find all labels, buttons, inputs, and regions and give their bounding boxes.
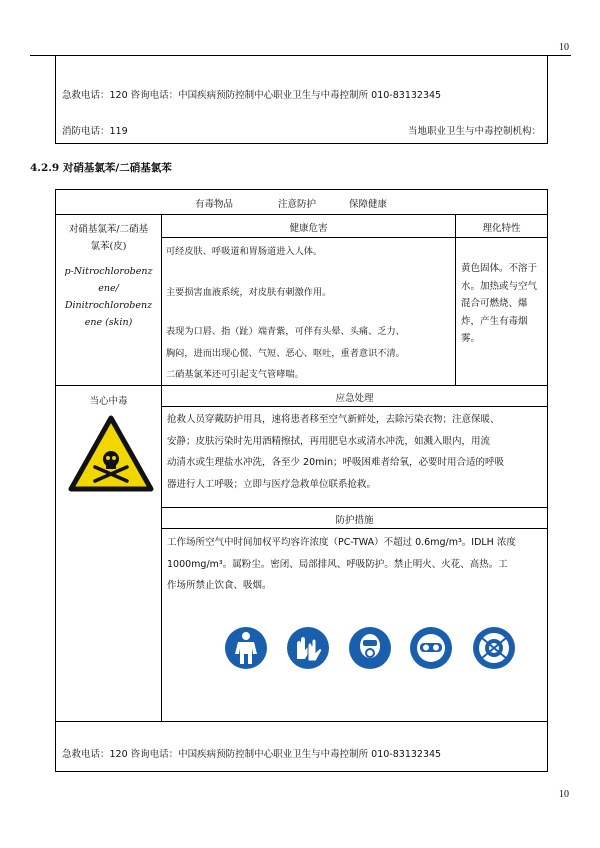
row-divider bbox=[56, 721, 547, 722]
dust-mask-icon bbox=[472, 626, 516, 670]
emergency-header: 应急处理 bbox=[335, 393, 374, 404]
hazard-line: 表现为口唇、指（趾）端青紫，可伴有头晕、头痛、乏力、 bbox=[166, 326, 405, 337]
page-number-top: 10 bbox=[559, 42, 569, 53]
protection-line: 作场所禁止饮食、吸烟。 bbox=[167, 580, 272, 591]
row-divider bbox=[56, 385, 547, 386]
section-heading: 4.2.9 对硝基氯苯/二硝基氯苯 bbox=[30, 162, 172, 174]
protection-line: 1000mg/m³。属粉尘。密闭、局部排风、呼吸防护。禁止明火、火花、高热。工 bbox=[167, 558, 508, 570]
respirator-icon bbox=[348, 626, 392, 670]
name-en-line: p-Nitrochlorobenz bbox=[64, 266, 153, 277]
hazard-line: 可经皮肤、呼吸道和胃肠道进入人体。 bbox=[166, 246, 323, 257]
emergency-line: 动清水或生理盐水冲洗，各至少 20min；呼吸困难者给氧，必要时用合适的呼吸 bbox=[167, 457, 505, 468]
name-en-line: ene/ bbox=[98, 283, 119, 294]
hazard-line: 胸闷，进而出现心慌、气短、恶心、呕吐，重者意识不清。 bbox=[166, 348, 405, 359]
name-cn-line: 对硝基氯苯/二硝基 bbox=[68, 224, 149, 235]
name-cn-line: 氯苯(皮) bbox=[90, 241, 127, 252]
row-divider bbox=[161, 528, 547, 529]
emergency-line: 抢救人员穿戴防护用具，速将患者移至空气新鲜处，去除污染衣物；注意保暖、 bbox=[167, 414, 500, 425]
slogan-toxic: 有毒物品 bbox=[195, 199, 234, 210]
poison-warning-sign-icon bbox=[68, 415, 154, 493]
protection-line: 工作场所空气中时间加权平均容许浓度（PC-TWA）不超过 0.6mg/m³。IDLH 浓度 bbox=[167, 537, 516, 548]
hazard-notice-card bbox=[55, 189, 548, 772]
previous-card-tail bbox=[55, 55, 548, 144]
page-number-bottom: 10 bbox=[559, 789, 569, 800]
name-en-line: Dinitrochlorobenz bbox=[64, 300, 153, 311]
property-line: 雾。 bbox=[461, 333, 481, 344]
protective-suit-icon bbox=[224, 626, 268, 670]
fire-phone-line: 消防电话：119 bbox=[62, 126, 128, 137]
properties-text bbox=[461, 260, 541, 348]
warning-label: 当心中毒 bbox=[89, 396, 128, 407]
emergency-text bbox=[167, 409, 545, 495]
substance-name bbox=[56, 215, 161, 385]
emergency-contact-line: 急救电话：120 咨询电话：中国疾病预防控制中心职业卫生与中毒控制所 010-83132345 bbox=[62, 749, 442, 760]
slogan-health: 保障健康 bbox=[349, 199, 388, 210]
name-en-line: ene (skin) bbox=[84, 317, 133, 328]
emergency-line: 安静；皮肤污染时先用酒精擦拭，再用肥皂水或清水冲洗，如溅入眼内，用流 bbox=[167, 435, 491, 447]
emergency-line: 器进行人工呼吸；立即与医疗急救单位联系抢救。 bbox=[167, 478, 377, 490]
protective-gloves-icon bbox=[286, 626, 330, 670]
protection-text bbox=[167, 532, 545, 597]
safety-goggles-icon bbox=[409, 626, 453, 670]
properties-header: 理化特性 bbox=[482, 223, 521, 234]
column-divider bbox=[161, 214, 162, 721]
row-divider bbox=[161, 406, 547, 407]
property-line: 混合可燃烧、爆 bbox=[461, 298, 528, 309]
hazard-line: 二硝基氯苯还可引起支气管哮喘。 bbox=[166, 369, 304, 380]
slogan-protect: 注意防护 bbox=[278, 199, 317, 210]
hazard-line: 主要损害血液系统，对皮肤有刺激作用。 bbox=[166, 287, 332, 298]
local-agency-label: 当地职业卫生与中毒控制机构： bbox=[407, 126, 541, 137]
property-line: 水。加热或与空气 bbox=[461, 280, 538, 292]
health-hazard-header: 健康危害 bbox=[289, 223, 328, 234]
emergency-contact-line: 急救电话：120 咨询电话：中国疾病预防控制中心职业卫生与中毒控制所 010-83132345 bbox=[62, 90, 442, 101]
row-divider bbox=[161, 237, 547, 238]
row-divider bbox=[161, 507, 547, 508]
property-line: 炸，产生有毒烟 bbox=[461, 315, 528, 327]
slogan-row bbox=[56, 190, 547, 214]
property-line: 黄色固体。不溶于 bbox=[461, 263, 538, 274]
protection-header: 防护措施 bbox=[335, 515, 374, 526]
